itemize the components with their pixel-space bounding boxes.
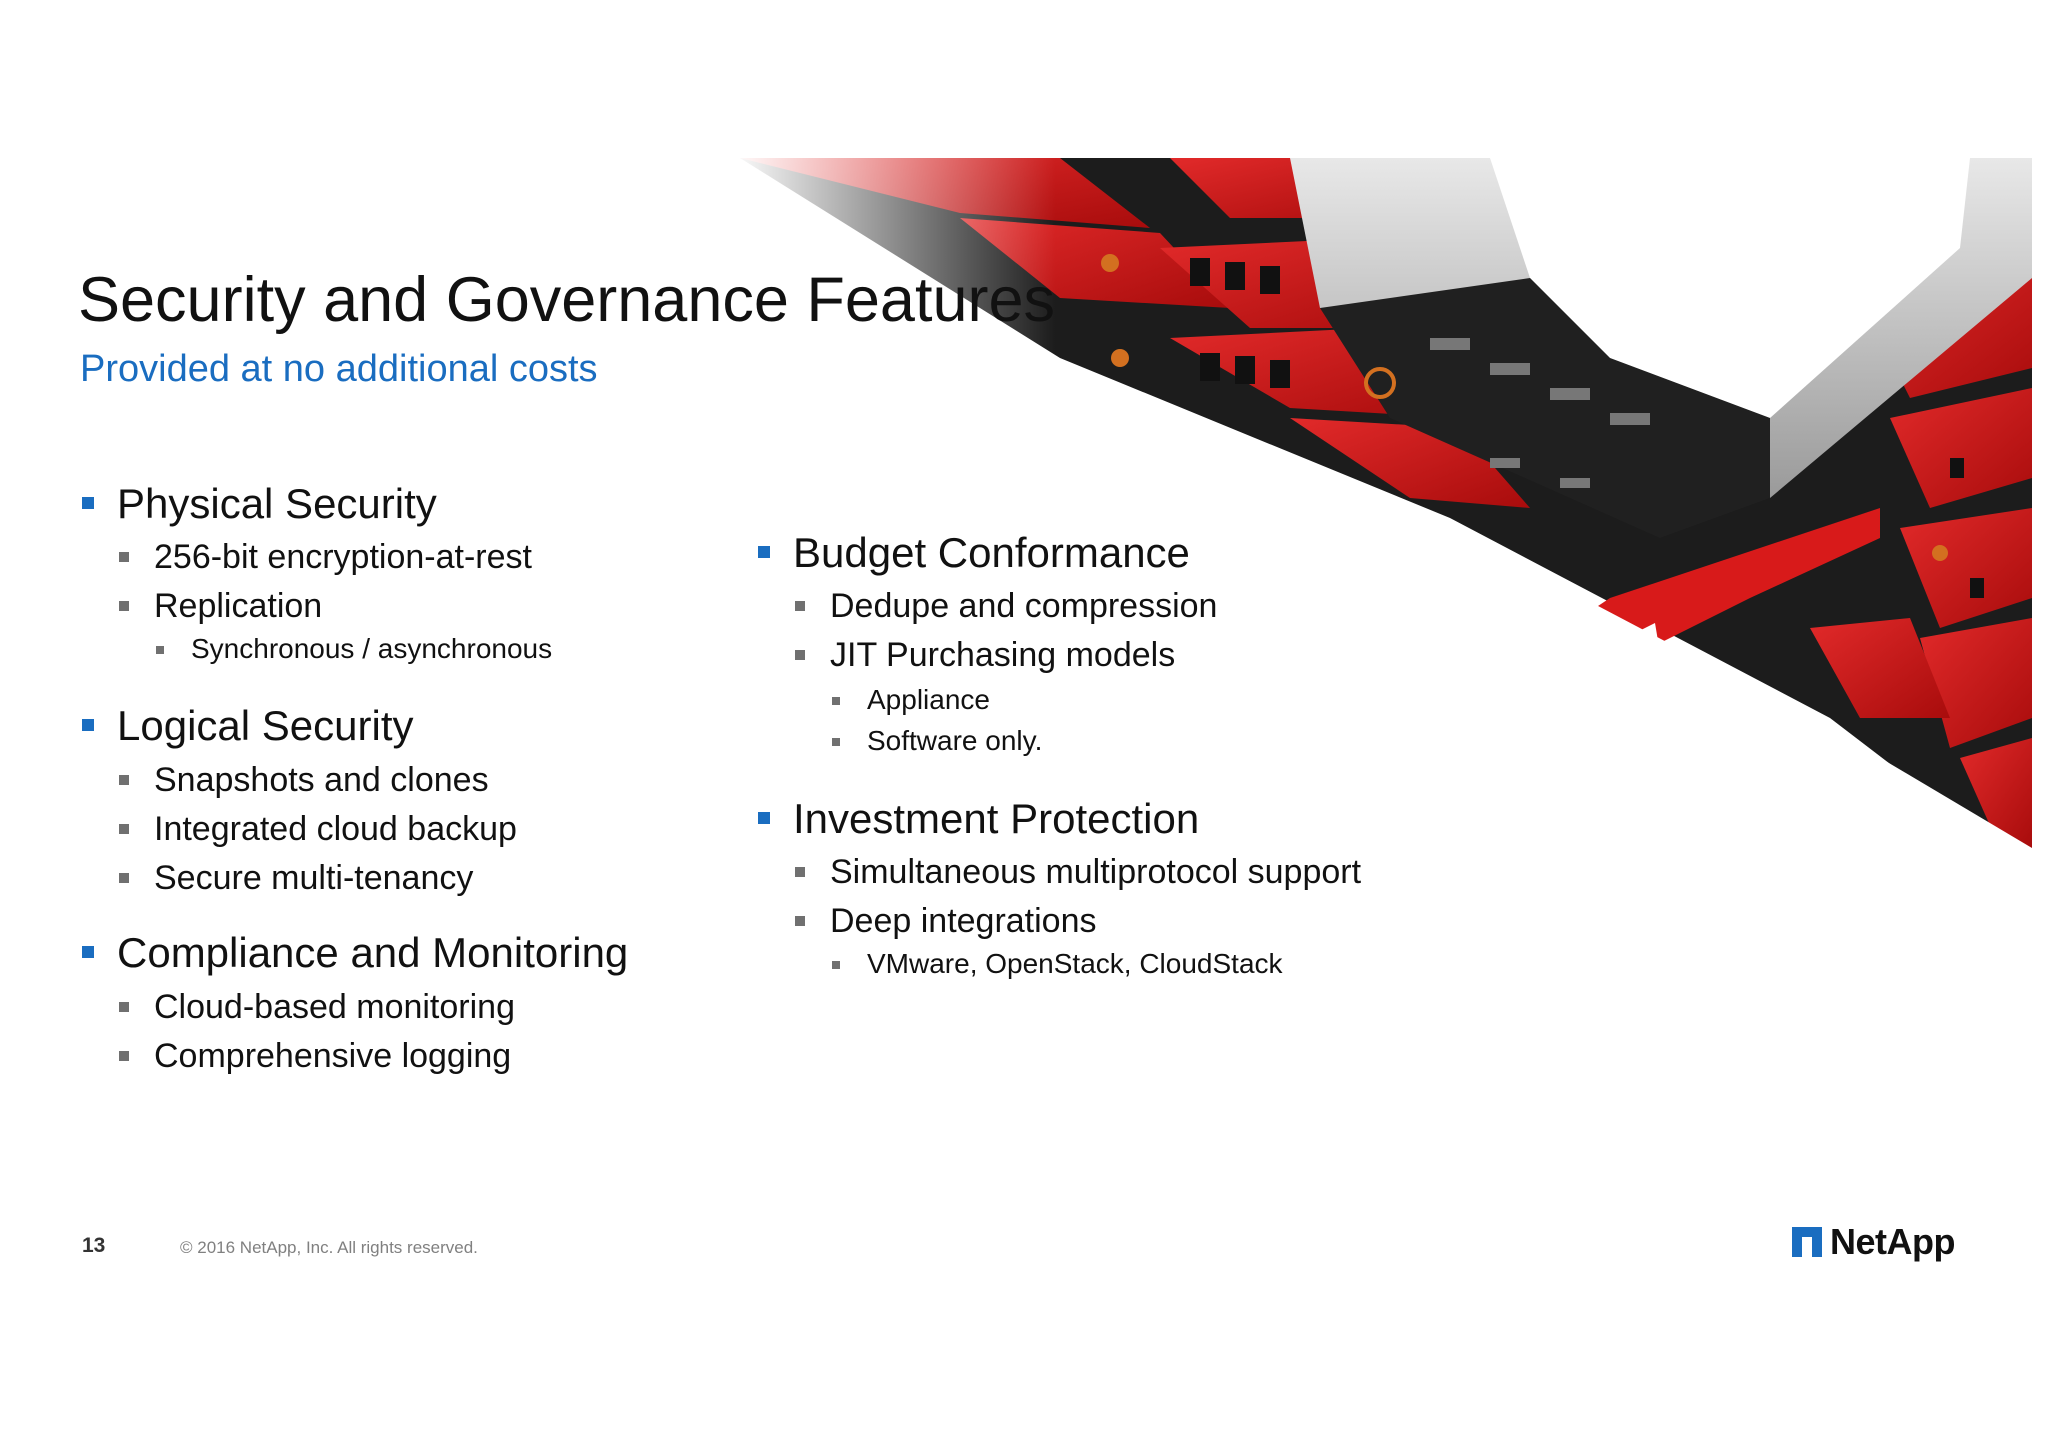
bullet-square-icon (832, 697, 840, 705)
bullet-square-icon (119, 1051, 129, 1061)
list-sub-item: Software only. (867, 725, 1043, 756)
bullet-square-icon (119, 601, 129, 611)
list-item: Cloud-based monitoring (154, 988, 515, 1026)
bullet-square-icon (156, 646, 164, 654)
list-item: Comprehensive logging (154, 1037, 512, 1075)
bullet-square-icon (758, 812, 770, 824)
copyright-text: © 2016 NetApp, Inc. All rights reserved. (180, 1238, 478, 1257)
bullet-square-icon (119, 824, 129, 834)
list-item: Replication (154, 587, 323, 625)
bullet-square-icon (795, 916, 805, 926)
list-item: Dedupe and compression (830, 587, 1218, 625)
page-number: 13 (82, 1234, 106, 1257)
list-sub-item: Synchronous / asynchronous (191, 633, 553, 664)
list-item: Snapshots and clones (154, 761, 489, 799)
budget-conformance-heading: Budget Conformance (793, 529, 1190, 576)
list-sub-item: VMware, OpenStack, CloudStack (867, 948, 1283, 979)
bullet-square-icon (832, 961, 840, 969)
list-sub-item: Appliance (867, 684, 990, 715)
bullet-square-icon (795, 601, 805, 611)
list-item: 256-bit encryption-at-rest (154, 538, 532, 576)
physical-security-heading: Physical Security (117, 480, 437, 527)
netapp-logo-mark-icon (1792, 1227, 1822, 1257)
bullet-square-icon (82, 497, 94, 509)
list-item: Simultaneous multiprotocol support (830, 853, 1362, 891)
compliance-heading: Compliance and Monitoring (117, 929, 629, 976)
list-item: Integrated cloud backup (154, 810, 517, 848)
bullet-square-icon (119, 873, 129, 883)
bullet-square-icon (119, 1002, 129, 1012)
bullet-square-icon (119, 775, 129, 785)
bullet-square-icon (82, 946, 94, 958)
bullet-square-icon (795, 650, 805, 660)
slide-title: Security and Governance Features (78, 265, 1056, 335)
bullet-square-icon (82, 719, 94, 731)
netapp-logo (1792, 1222, 1955, 1262)
bullet-square-icon (832, 738, 840, 746)
logical-security-heading: Logical Security (117, 702, 414, 749)
bullet-square-icon (119, 552, 129, 562)
investment-protection-heading: Investment Protection (793, 795, 1200, 842)
list-item: JIT Purchasing models (830, 636, 1176, 674)
netapp-logo-wordmark: NetApp (1830, 1221, 1955, 1262)
list-item: Secure multi-tenancy (154, 859, 474, 897)
slide-subtitle: Provided at no additional costs (80, 348, 598, 390)
bullet-square-icon (758, 546, 770, 558)
bullet-square-icon (795, 867, 805, 877)
list-item: Deep integrations (830, 902, 1097, 940)
